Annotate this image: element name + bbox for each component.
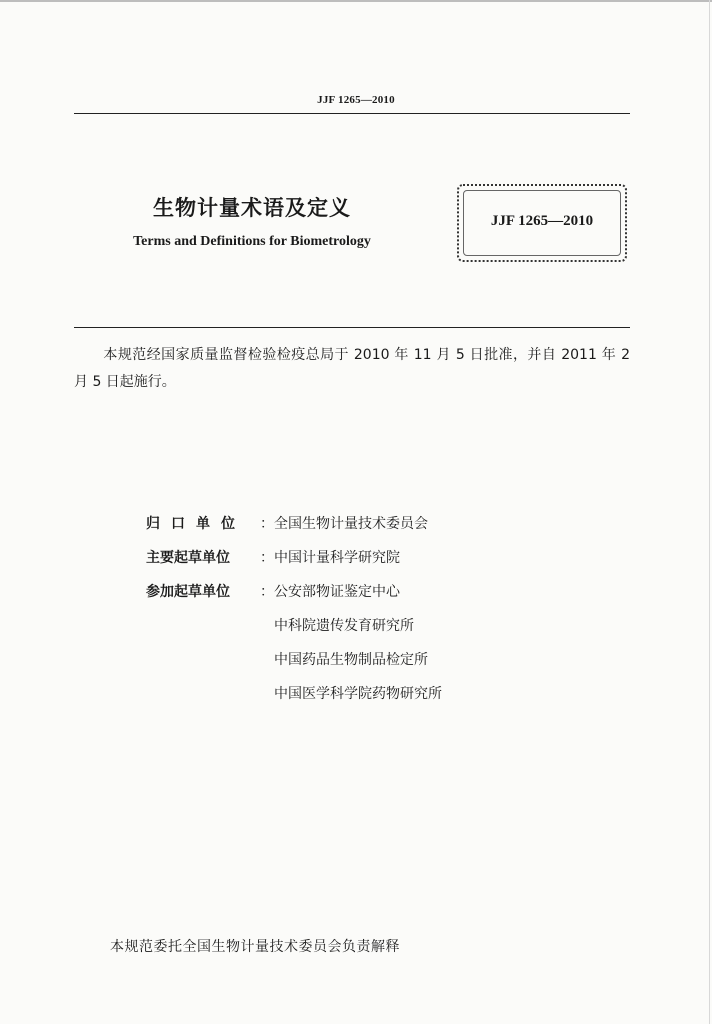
scan-edge-top (0, 0, 712, 2)
section-rule (74, 327, 630, 328)
main-drafter-name: 中国计量科学研究院 (274, 550, 400, 566)
participant-item (260, 581, 400, 601)
scan-edge-right (709, 0, 710, 1024)
title-chinese: 生物计量术语及定义 (153, 196, 351, 220)
responsible-unit-value (260, 513, 428, 533)
approval-statement: 本规范经国家质量监督检验检疫总局于 2010 年 11 月 5 日批准，并自 2011 年 2 月 5 日起施行。 (74, 347, 630, 390)
running-header: JJF 1265—2010 (317, 94, 395, 106)
interpretation-note: 本规范委托全国生物计量技术委员会负责解释 (110, 939, 400, 955)
participants-colon: ： (260, 584, 274, 600)
participant-item: 中国药品生物制品检定所 (274, 652, 428, 668)
main-drafter-colon: ： (260, 550, 274, 566)
title-english: Terms and Definitions for Biometrology (133, 234, 371, 249)
participants-label: 参加起草单位 (146, 584, 230, 600)
standard-code-box (457, 184, 627, 262)
participant-item: 中国医学科学院药物研究所 (274, 686, 442, 702)
main-drafter-label: 主要起草单位 (146, 550, 230, 566)
responsible-unit-colon: ： (260, 516, 274, 532)
header-rule (74, 113, 630, 114)
participant-item: 中科院遗传发育研究所 (274, 618, 414, 634)
responsible-unit-name: 全国生物计量技术委员会 (274, 516, 428, 532)
responsible-unit-label: 归口单位 (146, 516, 246, 532)
participant-name: 公安部物证鉴定中心 (274, 584, 400, 600)
main-drafter-value (260, 547, 400, 567)
standard-code-text: JJF 1265—2010 (490, 213, 594, 229)
